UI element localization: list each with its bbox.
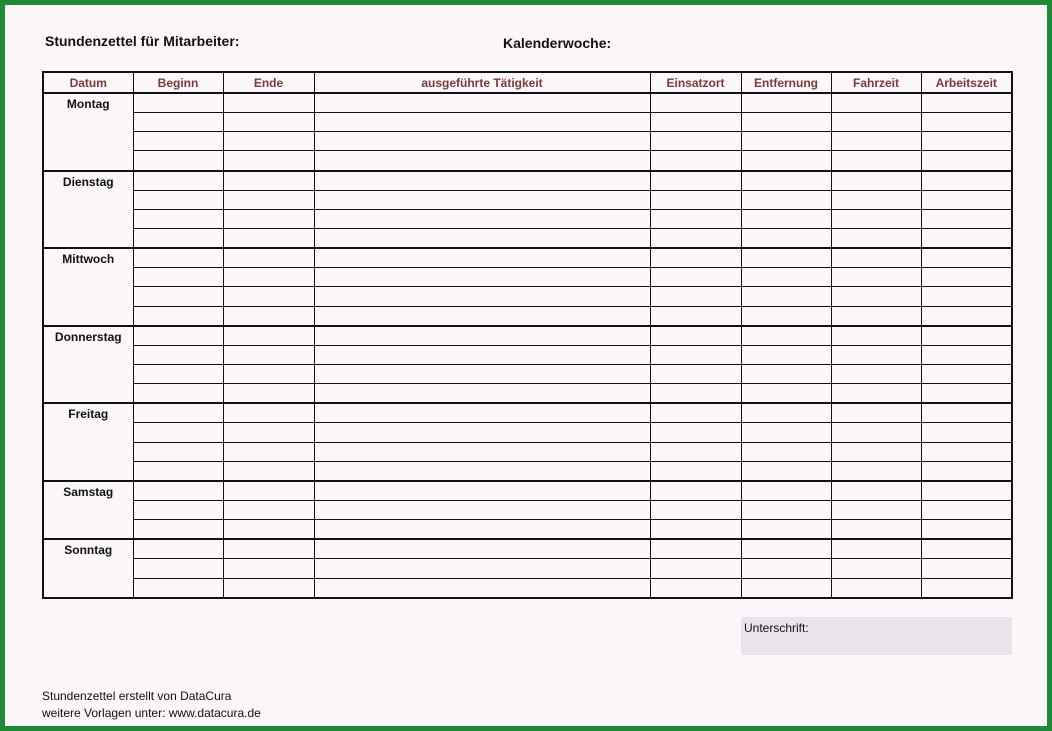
entry-cell[interactable] <box>133 559 223 578</box>
entry-cell[interactable] <box>650 306 741 326</box>
entry-cell[interactable] <box>133 345 223 364</box>
table-row <box>43 326 1012 346</box>
entry-cell[interactable] <box>741 306 831 326</box>
entry-cell[interactable] <box>650 461 741 481</box>
entry-cell[interactable] <box>133 306 223 326</box>
entry-cell[interactable] <box>741 461 831 481</box>
entry-cell[interactable] <box>741 190 831 209</box>
entry-cell[interactable] <box>831 442 921 461</box>
entry-cell[interactable] <box>650 209 741 228</box>
entry-cell[interactable] <box>741 228 831 248</box>
entry-cell[interactable] <box>831 384 921 404</box>
entry-cell[interactable] <box>133 248 223 268</box>
entry-cell[interactable] <box>314 481 650 501</box>
entry-cell[interactable] <box>650 132 741 151</box>
entry-cell[interactable] <box>133 228 223 248</box>
entry-cell[interactable] <box>831 93 921 113</box>
entry-cell[interactable] <box>223 384 314 404</box>
entry-cell[interactable] <box>831 248 921 268</box>
table-row <box>43 520 1012 540</box>
entry-cell[interactable] <box>650 403 741 423</box>
entry-cell[interactable] <box>831 500 921 519</box>
entry-cell[interactable] <box>741 248 831 268</box>
entry-cell[interactable] <box>314 384 650 404</box>
entry-cell[interactable] <box>314 113 650 132</box>
entry-cell[interactable] <box>133 209 223 228</box>
entry-cell[interactable] <box>314 268 650 287</box>
entry-cell[interactable] <box>223 520 314 540</box>
table-row <box>43 423 1012 442</box>
entry-cell[interactable] <box>223 364 314 383</box>
entry-cell[interactable] <box>650 268 741 287</box>
entry-cell[interactable] <box>741 209 831 228</box>
footer <box>42 688 261 722</box>
entry-cell[interactable] <box>921 209 1012 228</box>
entry-cell[interactable] <box>650 248 741 268</box>
entry-cell[interactable] <box>650 442 741 461</box>
entry-cell[interactable] <box>133 93 223 113</box>
entry-cell[interactable] <box>314 326 650 346</box>
entry-cell[interactable] <box>650 384 741 404</box>
entry-cell[interactable] <box>133 423 223 442</box>
entry-cell[interactable] <box>223 248 314 268</box>
entry-cell[interactable] <box>741 287 831 306</box>
entry-cell[interactable] <box>314 306 650 326</box>
entry-cell[interactable] <box>223 578 314 598</box>
entry-cell[interactable] <box>314 190 650 209</box>
entry-cell[interactable] <box>831 209 921 228</box>
entry-cell[interactable] <box>921 461 1012 481</box>
entry-cell[interactable] <box>133 326 223 346</box>
entry-cell[interactable] <box>921 364 1012 383</box>
entry-cell[interactable] <box>831 423 921 442</box>
entry-cell[interactable] <box>133 442 223 461</box>
entry-cell[interactable] <box>223 151 314 171</box>
entry-cell[interactable] <box>921 287 1012 306</box>
column-header: Einsatzort <box>650 72 741 93</box>
entry-cell[interactable] <box>133 268 223 287</box>
table-row <box>43 500 1012 519</box>
entry-cell[interactable] <box>741 481 831 501</box>
entry-cell[interactable] <box>650 93 741 113</box>
entry-cell[interactable] <box>133 500 223 519</box>
day-label: Dienstag <box>43 171 133 249</box>
entry-cell[interactable] <box>223 481 314 501</box>
entry-cell[interactable] <box>650 345 741 364</box>
entry-cell[interactable] <box>223 306 314 326</box>
day-label: Samstag <box>43 481 133 539</box>
table-row <box>43 384 1012 404</box>
entry-cell[interactable] <box>650 151 741 171</box>
entry-cell[interactable] <box>741 559 831 578</box>
table-row <box>43 132 1012 151</box>
table-row <box>43 209 1012 228</box>
column-header: Ende <box>223 72 314 93</box>
entry-cell[interactable] <box>650 326 741 346</box>
entry-cell[interactable] <box>831 403 921 423</box>
table-row <box>43 268 1012 287</box>
column-header: Arbeitszeit <box>921 72 1012 93</box>
entry-cell[interactable] <box>133 132 223 151</box>
table-row <box>43 93 1012 113</box>
entry-cell[interactable] <box>223 539 314 559</box>
entry-cell[interactable] <box>650 559 741 578</box>
entry-cell[interactable] <box>831 132 921 151</box>
entry-cell[interactable] <box>831 171 921 191</box>
entry-cell[interactable] <box>133 461 223 481</box>
entry-cell[interactable] <box>314 539 650 559</box>
entry-cell[interactable] <box>314 559 650 578</box>
entry-cell[interactable] <box>314 578 650 598</box>
entry-cell[interactable] <box>133 171 223 191</box>
table-row <box>43 461 1012 481</box>
entry-cell[interactable] <box>741 442 831 461</box>
entry-cell[interactable] <box>921 423 1012 442</box>
table-row <box>43 228 1012 248</box>
entry-cell[interactable] <box>314 151 650 171</box>
entry-cell[interactable] <box>921 384 1012 404</box>
entry-cell[interactable] <box>223 500 314 519</box>
entry-cell[interactable] <box>741 384 831 404</box>
entry-cell[interactable] <box>314 93 650 113</box>
entry-cell[interactable] <box>921 520 1012 540</box>
table-row <box>43 113 1012 132</box>
entry-cell[interactable] <box>921 248 1012 268</box>
entry-cell[interactable] <box>831 461 921 481</box>
entry-cell[interactable] <box>741 326 831 346</box>
entry-cell[interactable] <box>650 539 741 559</box>
entry-cell[interactable] <box>650 171 741 191</box>
entry-cell[interactable] <box>831 190 921 209</box>
entry-cell[interactable] <box>831 539 921 559</box>
entry-cell[interactable] <box>831 113 921 132</box>
table-row <box>43 287 1012 306</box>
entry-cell[interactable] <box>741 539 831 559</box>
entry-cell[interactable] <box>223 403 314 423</box>
table-row <box>43 442 1012 461</box>
entry-cell[interactable] <box>223 559 314 578</box>
entry-cell[interactable] <box>650 520 741 540</box>
entry-cell[interactable] <box>650 578 741 598</box>
table-row <box>43 190 1012 209</box>
entry-cell[interactable] <box>133 481 223 501</box>
entry-cell[interactable] <box>314 248 650 268</box>
entry-cell[interactable] <box>741 268 831 287</box>
table-row <box>43 345 1012 364</box>
entry-cell[interactable] <box>650 190 741 209</box>
entry-cell[interactable] <box>741 403 831 423</box>
entry-cell[interactable] <box>133 287 223 306</box>
entry-cell[interactable] <box>741 151 831 171</box>
entry-cell[interactable] <box>223 228 314 248</box>
entry-cell[interactable] <box>650 287 741 306</box>
entry-cell[interactable] <box>223 209 314 228</box>
entry-cell[interactable] <box>314 442 650 461</box>
entry-cell[interactable] <box>650 423 741 442</box>
entry-cell[interactable] <box>921 326 1012 346</box>
column-header: ausgeführte Tätigkeit <box>314 72 650 93</box>
entry-cell[interactable] <box>831 520 921 540</box>
column-header: Datum <box>43 72 133 93</box>
table-row <box>43 306 1012 326</box>
entry-cell[interactable] <box>650 500 741 519</box>
entry-cell[interactable] <box>831 306 921 326</box>
entry-cell[interactable] <box>650 113 741 132</box>
entry-cell[interactable] <box>921 500 1012 519</box>
entry-cell[interactable] <box>223 326 314 346</box>
day-label: Sonntag <box>43 539 133 598</box>
entry-cell[interactable] <box>314 228 650 248</box>
entry-cell[interactable] <box>314 171 650 191</box>
entry-cell[interactable] <box>223 345 314 364</box>
entry-cell[interactable] <box>921 345 1012 364</box>
entry-cell[interactable] <box>741 578 831 598</box>
entry-cell[interactable] <box>921 442 1012 461</box>
entry-cell[interactable] <box>921 268 1012 287</box>
entry-cell[interactable] <box>741 113 831 132</box>
entry-cell[interactable] <box>921 403 1012 423</box>
table-row <box>43 539 1012 559</box>
day-label: Montag <box>43 93 133 171</box>
entry-cell[interactable] <box>831 559 921 578</box>
entry-cell[interactable] <box>223 423 314 442</box>
entry-cell[interactable] <box>921 306 1012 326</box>
entry-cell[interactable] <box>741 364 831 383</box>
column-header: Beginn <box>133 72 223 93</box>
entry-cell[interactable] <box>921 113 1012 132</box>
signature-label: Unterschrift: <box>744 621 809 635</box>
table-row <box>43 578 1012 598</box>
entry-cell[interactable] <box>741 423 831 442</box>
entry-cell[interactable] <box>223 442 314 461</box>
entry-cell[interactable] <box>314 209 650 228</box>
table-body <box>43 93 1012 598</box>
footer-link-text: weitere Vorlagen unter: www.datacura.de <box>42 706 261 720</box>
entry-cell[interactable] <box>831 578 921 598</box>
entry-cell[interactable] <box>921 93 1012 113</box>
entry-cell[interactable] <box>314 345 650 364</box>
table-row <box>43 364 1012 383</box>
entry-cell[interactable] <box>741 171 831 191</box>
entry-cell[interactable] <box>921 578 1012 598</box>
entry-cell[interactable] <box>831 326 921 346</box>
entry-cell[interactable] <box>314 287 650 306</box>
entry-cell[interactable] <box>831 287 921 306</box>
entry-cell[interactable] <box>921 228 1012 248</box>
entry-cell[interactable] <box>650 364 741 383</box>
entry-cell[interactable] <box>223 132 314 151</box>
entry-cell[interactable] <box>223 171 314 191</box>
entry-cell[interactable] <box>831 268 921 287</box>
table-row <box>43 559 1012 578</box>
entry-cell[interactable] <box>741 132 831 151</box>
entry-cell[interactable] <box>314 461 650 481</box>
week-title: Kalenderwoche: <box>503 35 612 51</box>
entry-cell[interactable] <box>223 287 314 306</box>
entry-cell[interactable] <box>741 500 831 519</box>
employee-title: Stundenzettel für Mitarbeiter: <box>45 33 240 49</box>
entry-cell[interactable] <box>921 171 1012 191</box>
entry-cell[interactable] <box>741 345 831 364</box>
entry-cell[interactable] <box>314 500 650 519</box>
entry-cell[interactable] <box>314 423 650 442</box>
entry-cell[interactable] <box>133 190 223 209</box>
entry-cell[interactable] <box>921 481 1012 501</box>
entry-cell[interactable] <box>223 93 314 113</box>
entry-cell[interactable] <box>921 190 1012 209</box>
entry-cell[interactable] <box>133 384 223 404</box>
entry-cell[interactable] <box>314 132 650 151</box>
table-row <box>43 151 1012 171</box>
entry-cell[interactable] <box>650 481 741 501</box>
entry-cell[interactable] <box>650 228 741 248</box>
entry-cell[interactable] <box>921 151 1012 171</box>
entry-cell[interactable] <box>741 93 831 113</box>
column-header: Fahrzeit <box>831 72 921 93</box>
entry-cell[interactable] <box>223 268 314 287</box>
signature-field[interactable] <box>741 617 1012 655</box>
table-header-row <box>43 72 1012 93</box>
table-row <box>43 403 1012 423</box>
entry-cell[interactable] <box>831 345 921 364</box>
entry-cell[interactable] <box>223 113 314 132</box>
entry-cell[interactable] <box>133 578 223 598</box>
entry-cell[interactable] <box>831 364 921 383</box>
entry-cell[interactable] <box>314 364 650 383</box>
column-header: Entfernung <box>741 72 831 93</box>
entry-cell[interactable] <box>133 520 223 540</box>
entry-cell[interactable] <box>741 520 831 540</box>
entry-cell[interactable] <box>921 559 1012 578</box>
entry-cell[interactable] <box>133 364 223 383</box>
entry-cell[interactable] <box>921 132 1012 151</box>
entry-cell[interactable] <box>133 403 223 423</box>
day-label: Mittwoch <box>43 248 133 326</box>
table-row <box>43 481 1012 501</box>
entry-cell[interactable] <box>921 539 1012 559</box>
entry-cell[interactable] <box>314 403 650 423</box>
entry-cell[interactable] <box>223 190 314 209</box>
timesheet-table <box>42 71 1013 599</box>
entry-cell[interactable] <box>133 113 223 132</box>
entry-cell[interactable] <box>831 481 921 501</box>
footer-credit: Stundenzettel erstellt von DataCura <box>42 689 232 703</box>
entry-cell[interactable] <box>314 520 650 540</box>
entry-cell[interactable] <box>223 461 314 481</box>
entry-cell[interactable] <box>133 151 223 171</box>
entry-cell[interactable] <box>133 539 223 559</box>
table-row <box>43 171 1012 191</box>
day-label: Donnerstag <box>43 326 133 404</box>
entry-cell[interactable] <box>831 151 921 171</box>
day-label: Freitag <box>43 403 133 481</box>
entry-cell[interactable] <box>831 228 921 248</box>
table-row <box>43 248 1012 268</box>
